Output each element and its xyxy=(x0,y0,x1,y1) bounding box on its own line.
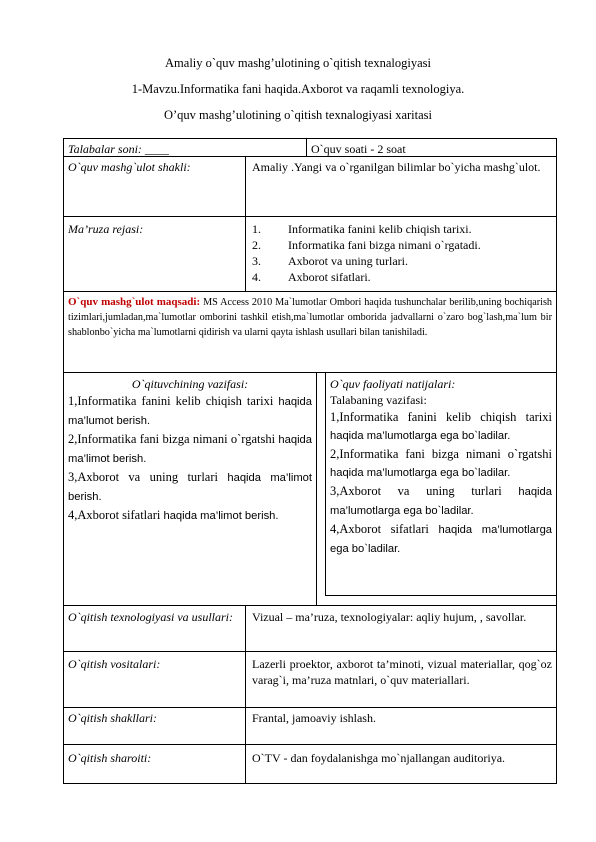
row-tasks-results xyxy=(64,373,556,606)
student-result xyxy=(330,445,552,482)
student-results-subtitle: Talabaning vazifasi: xyxy=(330,393,427,407)
lesson-form-value: Amaliy .Yangi va o`rganilgan bilimlar bo`yicha mashg`ulot. xyxy=(245,157,556,216)
methods-value: Vizual – ma’ruza, texnologiyalar: aqliy hujum, , savollar. xyxy=(245,606,556,651)
student-result-detail: haqida ma’lumotlarga ega bo`ladilar. xyxy=(330,524,553,555)
teacher-task xyxy=(68,468,312,506)
teacher-task-detail: haqida ma’limot berish. xyxy=(163,510,279,522)
teacher-tasks-title: O`qituvchining vazifasi: xyxy=(131,377,249,391)
plan-item xyxy=(252,237,552,253)
teacher-task-text: 4,Axborot sifatlari xyxy=(68,508,161,522)
lesson-goal-cell xyxy=(64,292,556,343)
student-result-detail: haqida ma’lumotlarga ega bo`ladilar. xyxy=(330,486,552,517)
forms-label: O`qitish shakllari: xyxy=(68,711,157,725)
plan-item xyxy=(252,253,552,269)
header-line-2: 1-Mavzu.Informatika fani haqida.Axborot va raqamli texnologiya. xyxy=(131,82,465,96)
students-count-cell: Talabalar soni: ____ xyxy=(68,142,169,156)
row-lecture-plan xyxy=(64,217,556,292)
student-results-cell xyxy=(325,373,556,596)
conditions-value: O`TV - dan foydalanishga mo`njallangan auditoriya. xyxy=(245,745,556,783)
plan-item-number: 2. xyxy=(252,238,261,252)
tools-value: Lazerli proektor, axborot ta’minoti, vizual materiallar, qog`oz varag`i, ma’ruza matnlari, o`quv materiallari. xyxy=(245,652,556,707)
header-line-3: O’quv mashg’ulotining o`qitish texnalogiyasi xaritasi xyxy=(163,108,433,122)
student-result-detail: haqida ma’lumotlarga ega bo`ladilar. xyxy=(330,430,511,442)
lesson-goal-label: O`quv mashg`ulot maqsadi: xyxy=(68,296,201,308)
teacher-task xyxy=(68,506,312,525)
plan-item xyxy=(252,221,552,237)
row-forms xyxy=(64,708,556,745)
lesson-goal-text: MS Access 2010 Ma`lumotlar Ombori haqida tushunchalar berilib,uning bochiqarish tizimlari,jumladan,ma`lumotlar omborini tashkil etish,ma`lumotlar omborida jadvallarni o`zaro bog`lash,ma`lum bir shablonbo`yicha ma`lumotlarni qidirish va ularni qayta ishlash usullari bilan tanishiladi. xyxy=(68,297,553,338)
plan-item-number: 4. xyxy=(252,270,261,284)
tools-label: O`qitish vositalari: xyxy=(68,657,161,671)
student-result xyxy=(330,408,552,445)
column-spacer xyxy=(316,373,325,605)
forms-value: Frantal, jamoaviy ishlash. xyxy=(245,708,556,744)
student-result-text: 3,Axborot va uning turlari xyxy=(330,484,502,498)
teacher-task-detail: haqida ma’limot berish. xyxy=(68,434,313,465)
teacher-tasks-cell xyxy=(64,373,316,605)
teacher-task-detail: haqida ma’lumot berish. xyxy=(68,396,312,427)
teacher-task-text: 1,Informatika fanini kelib chiqish tarixi xyxy=(68,394,274,408)
student-result-text: 4,Axborot sifatlari xyxy=(330,522,429,536)
conditions-label: O`qitish sharoiti: xyxy=(68,751,152,765)
row-conditions xyxy=(64,745,556,783)
teacher-task-text: 2,Informatika fani bizga nimani o`rgatshi xyxy=(68,432,276,446)
lesson-form-label: O`quv mashg`ulot shakli: xyxy=(68,160,191,174)
study-hours-cell: O`quv soati - 2 soat xyxy=(306,139,556,156)
student-result xyxy=(330,482,552,520)
row-methods xyxy=(64,606,556,652)
teacher-task xyxy=(68,430,312,468)
plan-item-text: Axborot sifatlari. xyxy=(288,270,371,284)
student-result-text: 2,Informatika fani bizga nimani o`rgatshi xyxy=(330,447,552,461)
student-results-title: O`quv faoliyati natijalari: xyxy=(330,377,456,391)
row-lesson-goal xyxy=(64,292,556,373)
plan-item-text: Axborot va uning turlari. xyxy=(288,254,408,268)
row-students xyxy=(64,139,556,157)
row-lesson-form xyxy=(64,157,556,217)
plan-item-text: Informatika fani bizga nimani o`rgatadi. xyxy=(288,238,481,252)
technology-map-table xyxy=(63,138,557,784)
teacher-task-text: 3,Axborot va uning turlari xyxy=(68,470,218,484)
lecture-plan-label: Ma’ruza rejasi: xyxy=(68,222,144,236)
plan-item-number: 3. xyxy=(252,254,261,268)
teacher-task xyxy=(68,392,312,430)
methods-label: O`qitish texnologiyasi va usullari: xyxy=(68,610,233,624)
plan-item-number: 1. xyxy=(252,222,261,236)
plan-item xyxy=(252,269,552,285)
lecture-plan-list xyxy=(245,217,556,291)
row-tools xyxy=(64,652,556,708)
plan-item-text: Informatika fanini kelib chiqish tarixi. xyxy=(288,222,472,236)
header-line-1: Amaliy o`quv mashg’ulotining o`qitish texnalogiyasi xyxy=(165,56,431,70)
student-result xyxy=(330,520,552,558)
student-result-text: 1,Informatika fanini kelib chiqish tarixi xyxy=(330,410,552,424)
student-result-detail: haqida ma’lumotlarga ega bo`ladilar. xyxy=(330,467,511,479)
teacher-task-detail: haqida ma’limot berish. xyxy=(68,472,312,503)
